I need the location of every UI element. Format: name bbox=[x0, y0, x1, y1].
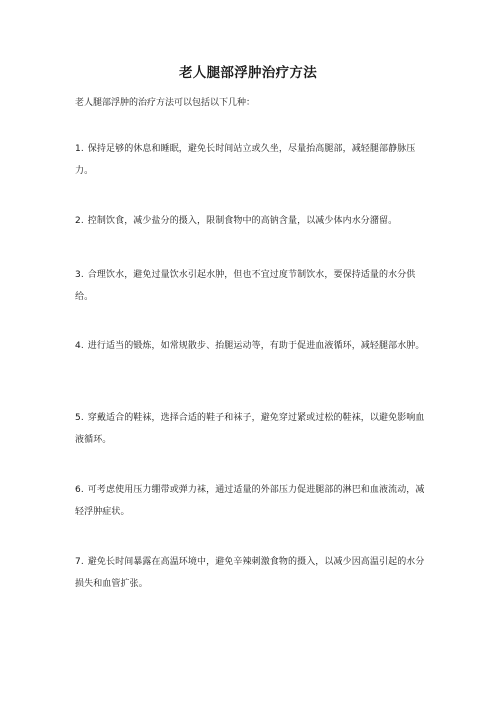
list-item bbox=[75, 138, 425, 182]
item-text: 避免长时间暴露在高温环境中，避免辛辣刺激食物的摄入，以减少因高温引起的水分损失和血管扩张。 bbox=[75, 557, 425, 589]
list-item bbox=[75, 210, 425, 232]
item-text: 合理饮水，避免过量饮水引起水肿，但也不宜过度节制饮水，要保持适量的水分供给。 bbox=[75, 270, 416, 302]
item-text: 穿戴适合的鞋袜，选择合适的鞋子和袜子，避免穿过紧或过松的鞋袜，以避免影响血液循环。 bbox=[75, 413, 425, 445]
item-text: 保持足够的休息和睡眠，避免长时间站立或久坐，尽量抬高腿部，减轻腿部静脉压力。 bbox=[75, 144, 416, 176]
list-item bbox=[75, 479, 425, 523]
item-text: 控制饮食，减少盐分的摄入，限制食物中的高钠含量，以减少体内水分潴留。 bbox=[87, 216, 398, 226]
item-number: 1. bbox=[75, 144, 84, 154]
item-text: 可考虑使用压力绷带或弹力袜，通过适量的外部压力促进腿部的淋巴和血液流动，减轻浮肿症状。 bbox=[75, 485, 425, 517]
item-number: 5. bbox=[75, 413, 84, 423]
item-number: 3. bbox=[75, 270, 84, 280]
list-item bbox=[75, 407, 425, 451]
item-number: 7. bbox=[75, 557, 84, 567]
item-number: 6. bbox=[75, 485, 84, 495]
item-number: 4. bbox=[75, 341, 84, 351]
list-item bbox=[75, 551, 425, 595]
document-title: 老人腿部浮肿治疗方法 bbox=[179, 65, 317, 81]
list-item bbox=[75, 335, 425, 357]
intro-text: 老人腿部浮肿的治疗方法可以包括以下几种： bbox=[75, 98, 256, 108]
item-text: 进行适当的锻炼，如常规散步、抬腿运动等，有助于促进血液循环，减轻腿部水肿。 bbox=[87, 341, 425, 351]
item-number: 2. bbox=[75, 216, 84, 226]
list-item bbox=[75, 264, 425, 308]
